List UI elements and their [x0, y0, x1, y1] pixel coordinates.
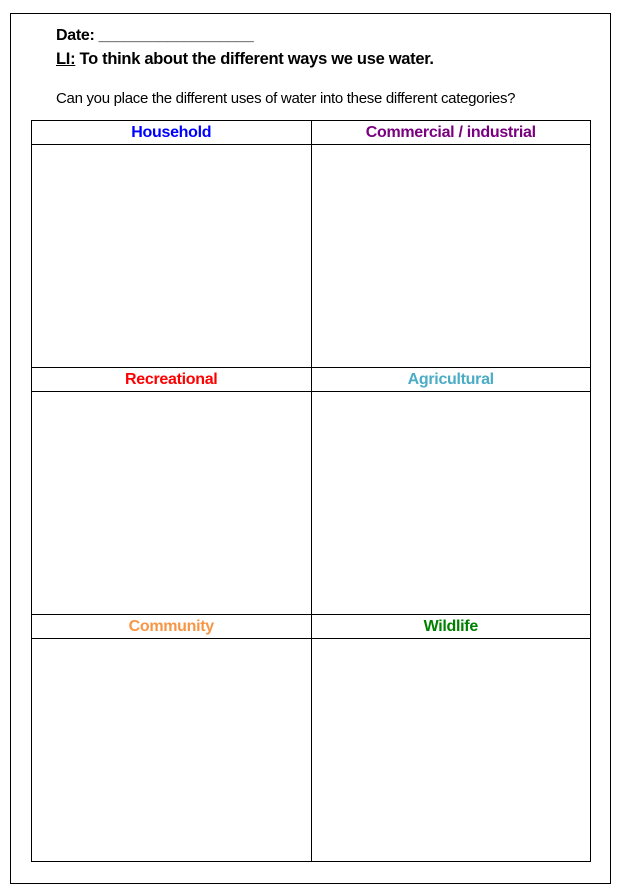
- category-community: Community: [32, 615, 312, 639]
- date-label: Date:: [56, 27, 95, 44]
- recreational-answer-box[interactable]: [32, 392, 312, 615]
- learning-intention: [56, 50, 434, 69]
- category-agricultural: Agricultural: [311, 368, 591, 392]
- date-blank[interactable]: __________________: [98, 27, 254, 44]
- agricultural-answer-box[interactable]: [311, 392, 591, 615]
- li-text: To think about the different ways we use water.: [75, 50, 434, 68]
- categories-table: [31, 120, 591, 862]
- commercial-answer-box[interactable]: [311, 145, 591, 368]
- category-recreational: Recreational: [32, 368, 312, 392]
- category-commercial-industrial: Commercial / industrial: [311, 121, 591, 145]
- wildlife-answer-box[interactable]: [311, 639, 591, 862]
- li-label: LI:: [56, 50, 76, 68]
- community-answer-box[interactable]: [32, 639, 312, 862]
- category-wildlife: Wildlife: [311, 615, 591, 639]
- date-line: [56, 27, 253, 45]
- household-answer-box[interactable]: [32, 145, 312, 368]
- instruction-text: Can you place the different uses of water into these different categories?: [56, 90, 516, 107]
- category-household: Household: [32, 121, 312, 145]
